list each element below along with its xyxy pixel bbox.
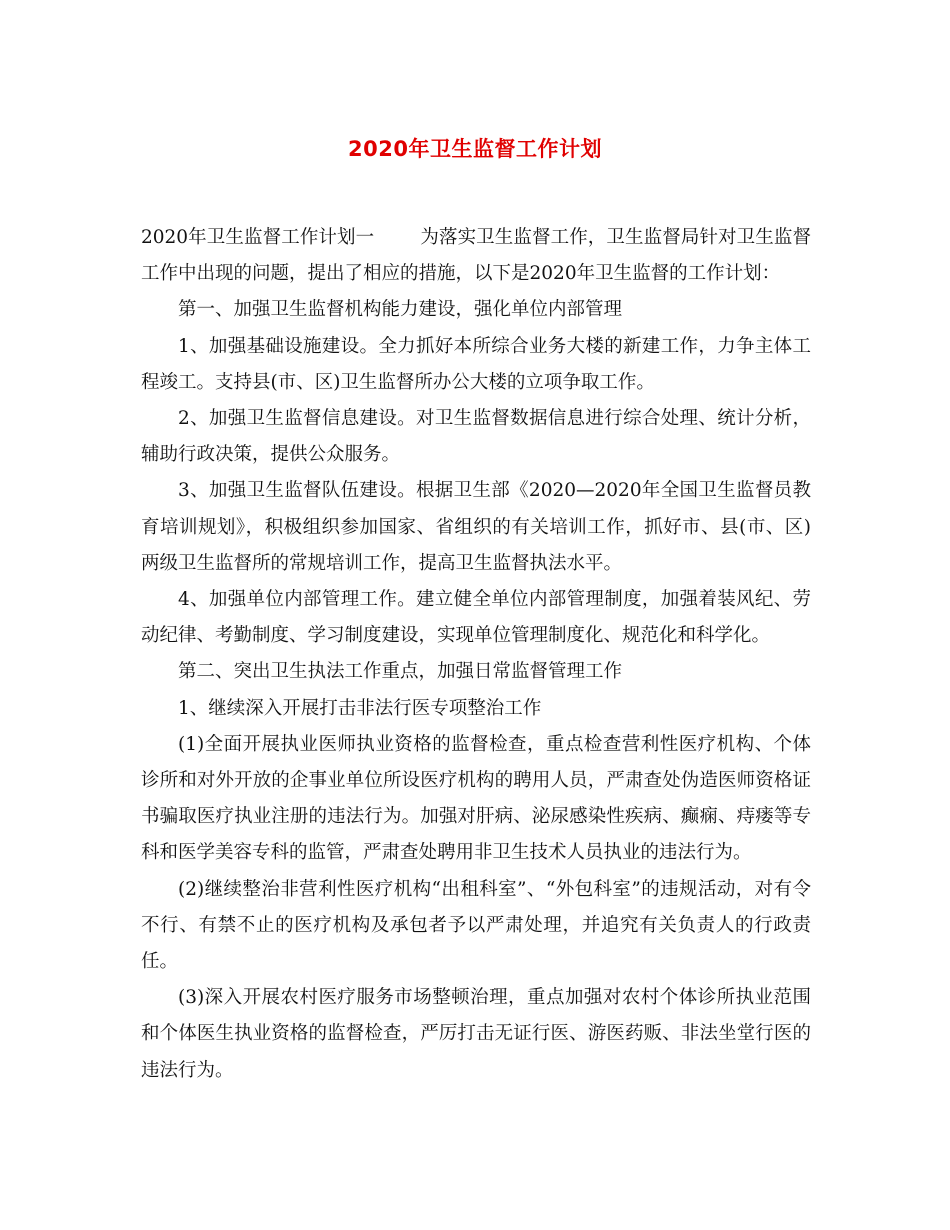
paragraph-item: (1)全面开展执业医师执业资格的监督检查，重点检查营利性医疗机构、个体诊所和对外开放的企事业单位所设医疗机构的聘用人员，严肃查处伪造医师资格证书骗取医疗执业注册的违法行为。加强对肝病、泌尿感染性疾病、癫痫、痔瘘等专科和医学美容专科的监管，严肃查处聘用非卫生技术人员执业的违法行为。 bbox=[141, 733, 811, 864]
intro-paragraph bbox=[141, 220, 811, 292]
paragraph-item: (3)深入开展农村医疗服务市场整顿治理，重点加强对农村个体诊所执业范围和个体医生执业资格的监督检查，严厉打击无证行医、游医药贩、非法坐堂行医的违法行为。 bbox=[141, 987, 811, 1081]
section-heading-1: 第一、加强卫生监督机构能力建设，强化单位内部管理 bbox=[178, 299, 623, 321]
paragraph-item: 1、加强基础设施建设。全力抓好本所综合业务大楼的新建工作，力争主体工程竣工。支持县(市、区)卫生监督所办公大楼的立项争取工作。 bbox=[141, 335, 811, 393]
paragraph-item: 4、加强单位内部管理工作。建立健全单位内部管理制度，加强着装风纪、劳动纪律、考勤制度、学习制度建设，实现单位管理制度化、规范化和科学化。 bbox=[141, 589, 811, 647]
paragraph-item: (2)继续整治非营利性医疗机构“出租科室”、“外包科室”的违规活动，对有令不行、有禁不止的医疗机构及承包者予以严肃处理，并追究有关负责人的行政责任。 bbox=[141, 878, 811, 973]
document-title: 2020年卫生监督工作计划 bbox=[348, 137, 602, 161]
paragraph-item: 1、继续深入开展打击非法行医专项整治工作 bbox=[178, 697, 542, 719]
section-heading-2: 第二、突出卫生执法工作重点，加强日常监督管理工作 bbox=[178, 661, 623, 683]
paragraph-item: 2、加强卫生监督信息建设。对卫生监督数据信息进行综合处理、统计分析，辅助行政决策，提供公众服务。 bbox=[141, 408, 811, 466]
intro-text: 为落实卫生监督工作，卫生监督局针对卫生监督工作中出现的问题，提出了相应的措施，以下是2020年卫生监督的工作计划： bbox=[141, 227, 811, 285]
intro-label: 2020年卫生监督工作计划一 bbox=[141, 227, 375, 248]
document-body bbox=[141, 220, 811, 1089]
paragraph-item: 3、加强卫生监督队伍建设。根据卫生部《2020—2020年全国卫生监督员教育培训规划》，积极组织参加国家、省组织的有关培训工作，抓好市、县(市、区)两级卫生监督所的常规培训工作，提高卫生监督执法水平。 bbox=[141, 480, 811, 574]
